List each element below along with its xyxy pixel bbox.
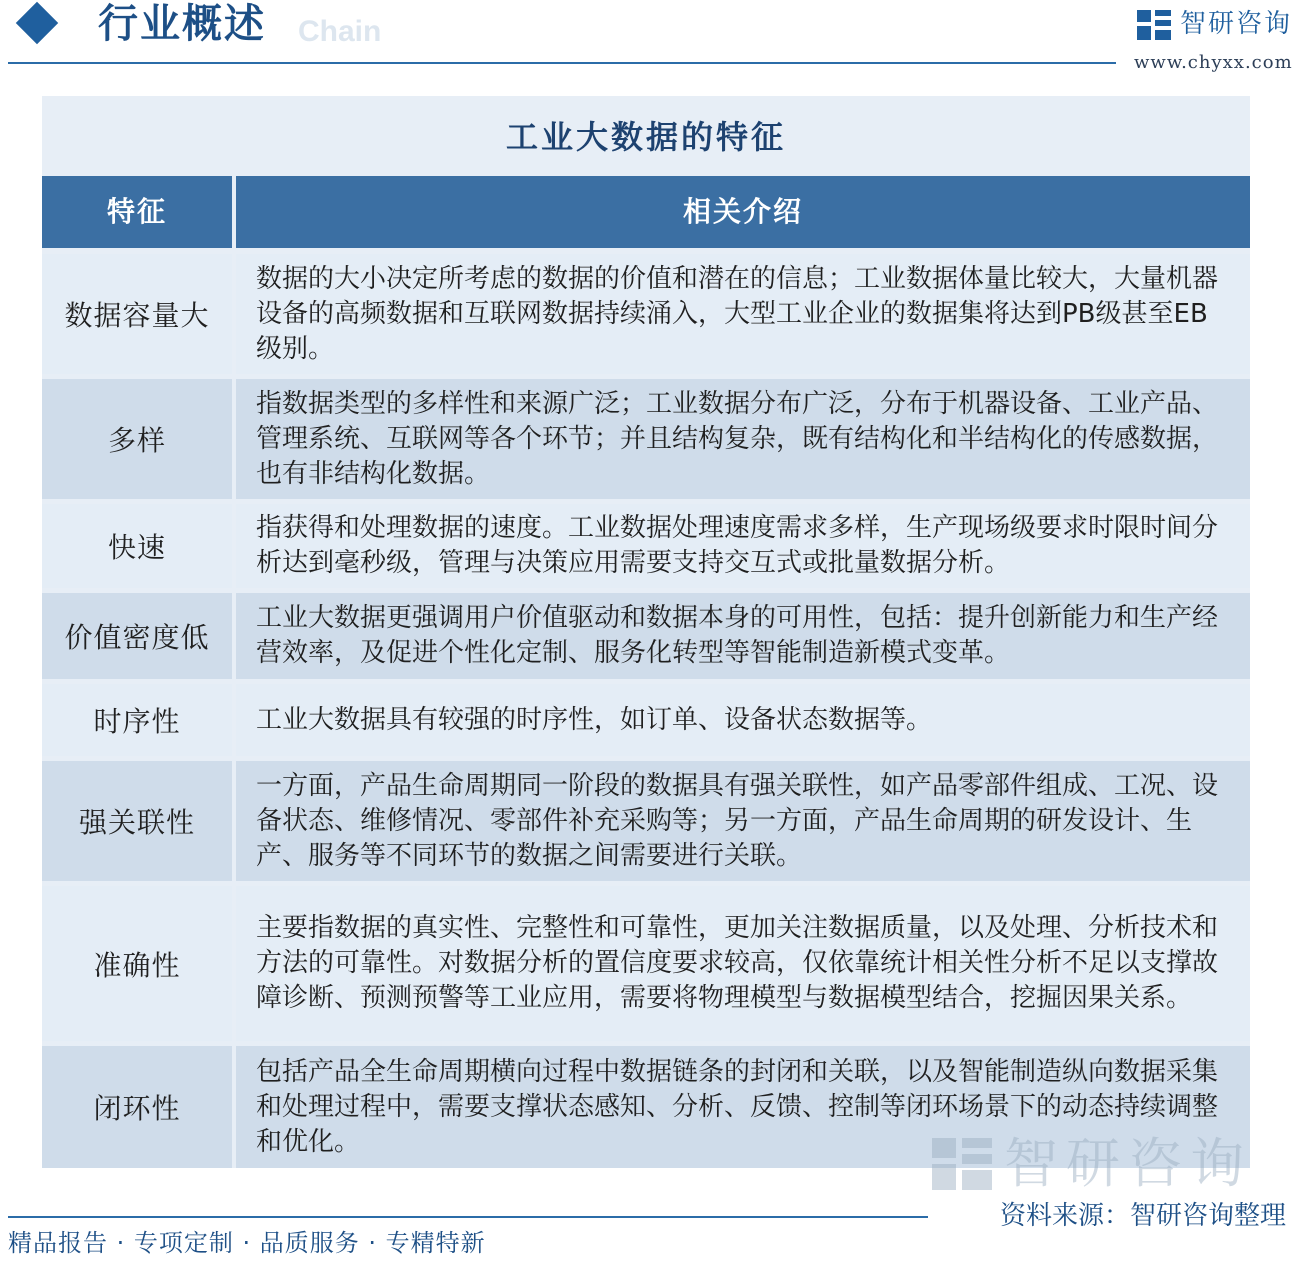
table-row (42, 593, 1250, 679)
description-cell: 工业大数据更强调用户价值驱动和数据本身的可用性，包括：提升创新能力和生产经营效率，及促进个性化定制、服务化转型等智能制造新模式变革。 (236, 593, 1250, 679)
diamond-bullet-icon (16, 2, 58, 44)
header-ghost-text: Chain (298, 15, 382, 48)
feature-cell: 价值密度低 (42, 593, 232, 679)
feature-cell: 闭环性 (42, 1046, 232, 1168)
column-header-feature: 特征 (42, 176, 232, 248)
watermark-logo-icon (932, 1138, 992, 1190)
table-title: 工业大数据的特征 (505, 118, 786, 156)
description-cell: 主要指数据的真实性、完整性和可靠性，更加关注数据质量，以及处理、分析技术和方法的可靠性。对数据分析的置信度要求较高，仅依靠统计相关性分析不足以支撑故障诊断、预测预警等工业应用，需要将物理模型与数据模型结合，挖掘因果关系。 (236, 886, 1250, 1041)
feature-cell: 强关联性 (42, 761, 232, 881)
description-cell: 包括产品全生命周期横向过程中数据链条的封闭和关联，以及智能制造纵向数据采集和处理过程中，需要支撑状态感知、分析、反馈、控制等闭环场景下的动态持续调整和优化。 (236, 1046, 1250, 1168)
footer-tags: 精品报告 · 专项定制 · 品质服务 · 专精特新 (8, 1229, 486, 1257)
description-cell: 指数据类型的多样性和来源广泛；工业数据分布广泛，分布于机器设备、工业产品、管理系统、互联网等各个环节；并且结构复杂，既有结构化和半结构化的传感数据，也有非结构化数据。 (236, 379, 1250, 499)
watermark-text: 智研咨询 (1004, 1132, 1252, 1195)
brand-name: 智研咨询 (1180, 9, 1293, 39)
table-row (42, 504, 1250, 588)
description-cell: 指获得和处理数据的速度。工业数据处理速度需求多样，生产现场级要求时限时间分析达到毫秒级，管理与决策应用需要支持交互式或批量数据分析。 (236, 504, 1250, 588)
feature-cell: 时序性 (42, 684, 232, 756)
section-title: 行业概述 (98, 1, 266, 47)
feature-cell: 多样 (42, 379, 232, 499)
page-header (0, 0, 1294, 72)
description-cell: 工业大数据具有较强的时序性，如订单、设备状态数据等。 (236, 684, 1250, 756)
description-cell: 一方面，产品生命周期同一阶段的数据具有强关联性，如产品零部件组成、工况、设备状态、维修情况、零部件补充采购等；另一方面，产品生命周期的研发设计、生产、服务等不同环节的数据之间需要进行关联。 (236, 761, 1250, 881)
brand-logo-icon (1137, 10, 1171, 40)
column-header-description: 相关介绍 (236, 176, 1250, 248)
table-header-row (42, 176, 1250, 248)
table-row (42, 379, 1250, 499)
feature-cell: 快速 (42, 504, 232, 588)
brand-url: www.chyxx.com (1134, 52, 1293, 73)
feature-table (42, 96, 1250, 1168)
feature-cell: 准确性 (42, 886, 232, 1041)
table-row (42, 254, 1250, 374)
source-note: 资料来源：智研咨询整理 (1000, 1201, 1287, 1231)
description-cell: 数据的大小决定所考虑的数据的价值和潜在的信息；工业数据体量比较大，大量机器设备的高频数据和互联网数据持续涌入，大型工业企业的数据集将达到PB级甚至EB级别。 (236, 254, 1250, 374)
footer-divider (8, 1216, 928, 1218)
table-row (42, 886, 1250, 1041)
table-row (42, 684, 1250, 756)
table-row (42, 761, 1250, 881)
feature-cell: 数据容量大 (42, 254, 232, 374)
header-divider (8, 62, 1116, 64)
